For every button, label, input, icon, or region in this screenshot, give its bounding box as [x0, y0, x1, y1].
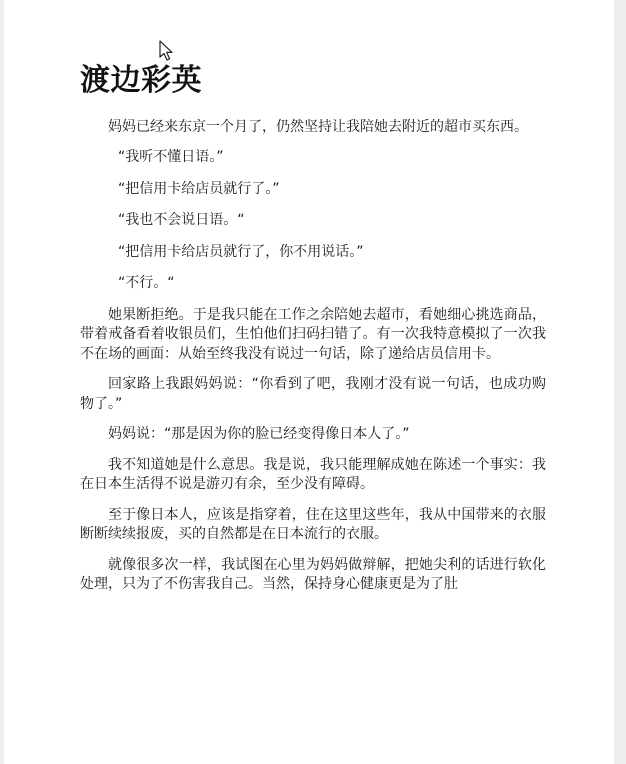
dialog-line: “我也不会说日语。“ [118, 212, 245, 228]
paragraph: 妈妈说：“那是因为你的脸已经变得像日本人了。” [108, 426, 410, 442]
article-body [80, 62, 546, 606]
paragraph: 我不知道她是什么意思。我是说，我只能理解成她在陈述一个事实：我在日本生活得不说是游刃有余，至少没有障碍。 [80, 456, 546, 492]
dialog-line: “我听不懂日语。” [118, 149, 224, 165]
dialog-line: “不行。“ [118, 275, 175, 291]
article-title: 渡边彩英 [80, 63, 202, 98]
dialog-line: “把信用卡给店员就行了。” [118, 180, 280, 197]
document-page [4, 0, 614, 764]
scrollbar-track[interactable] [614, 0, 626, 764]
paragraph-intro: 妈妈已经来东京一个月了，仍然坚持让我陪她去附近的超市买东西。 [108, 118, 528, 135]
paragraph: 至于像日本人，应该是指穿着，住在这里这些年，我从中国带来的衣服断断续续报废，买的自然都是在日本流行的衣服。 [80, 506, 546, 542]
mouse-pointer-icon [158, 40, 176, 64]
dialog-line: “把信用卡给店员就行了，你不用说话。” [118, 243, 364, 260]
paragraph: 就像很多次一样，我试图在心里为妈妈做辩解，把她尖利的话进行软化处理，只为了不伤害我自己。当然，保持身心健康更是为了肚 [80, 556, 546, 592]
paragraph: 回家路上我跟妈妈说：“你看到了吧，我刚才没有说一句话，也成功购物了。” [80, 376, 546, 412]
paragraph: 她果断拒绝。于是我只能在工作之余陪她去超市，看她细心挑选商品，带着戒备看着收银员们，生怕他们扫码扫错了。有一次我特意模拟了一次我不在场的画面：从始至终我没有说过一句话，除了递给店员信用卡。 [80, 306, 546, 362]
